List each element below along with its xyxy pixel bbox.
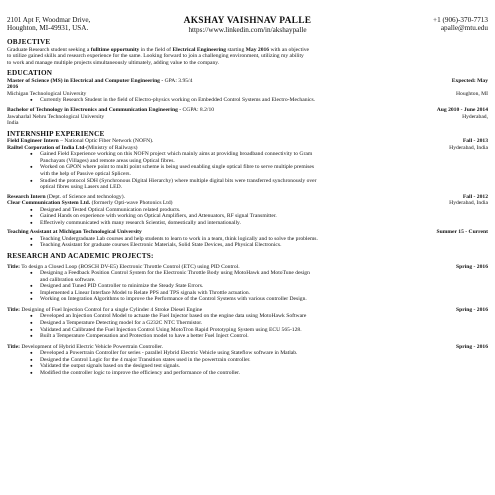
objective-line-2: to utilize gained skills and research experience for the same. Looking forward to join a challenging environment, utilizing my ability [7,53,304,60]
job-2-org-rest: (formerly Opti-wave Photonics Ltd) [90,200,173,207]
ms-school: Michigan Technological University [7,90,87,97]
objective-part: with an objective [269,46,310,53]
list-item: ● Designed and Tuned PID Controller to minimize the Steady State Errors. [40,283,488,290]
section-heading-internship: INTERNSHIP EXPERIENCE [7,129,105,138]
job-2-bullets [7,207,488,227]
section-heading-objective: OBJECTIVE [7,38,51,46]
candidate-name: AKSHAY VAISHNAV PALLE [183,16,312,26]
list-item: ● Developed a Powertrain Controller for series - parallel Hybrid Electric Vehicle using Stateflow software in Matlab. [40,350,488,357]
job-3-date: Summer 15 - Current [436,229,488,236]
job-3-bullets [7,236,488,249]
linkedin-link[interactable]: https://www.linkedin.com/in/akshaypalle [188,26,307,35]
address-line-1: 2101 Apt F, Woodmar Drive, [7,16,91,24]
job-1-desc: – National Optic Fiber Network (NOFN). [58,138,154,145]
list-item [40,270,488,283]
ms-year: 2016 [7,84,19,91]
list-item: ● Validated and Calibrated the Fuel Injection Control Using MotoTron Rapid Prototyping System using ECU 565-128. [40,327,488,334]
job-2-date: Fall - 2012 [462,193,488,200]
list-item: ● Working on Integration Algorithms to improve the Performance of the Control Systems with various controller Design. [40,296,488,303]
list-item: ● Designed a Temperature Detecting model for a G232C NTC Thermistor. [40,320,488,327]
bullet-continuation: Panchayats (Villages) and remote areas using Optical fibres. [40,157,175,164]
job-2-location: Hyderabad, India [449,200,488,207]
list-item: ● Validated the output signals based on the designed test signals. [40,363,488,370]
job-1-location: Hyderabad, India [449,144,488,151]
project-1-bullets [7,270,488,303]
project-2-date: Spring - 2016 [455,306,488,313]
list-item: ● Designed and Tested Optical Communication related products. [40,207,488,214]
list-item: ● Teaching Undergraduate Lab courses and help students to learn to work in a team, think logically and to solve the problems. [40,236,488,243]
bullet-continuation: with the help of Passive optical Splicers. [40,170,131,177]
list-item: ● Effectively communicated with many research Scientist, domestically and internationally. [40,220,488,227]
list-item [40,151,488,164]
job-2-desc: (Dept. of Science and technology). [45,193,125,200]
project-title-label: Title: [7,343,20,350]
ms-location: Houghton, MI [455,90,488,97]
list-item: ● Built a Temperature Compensation and Protection model to have a better Fuel Inject Control. [40,333,488,340]
list-item [40,164,488,177]
bullet-continuation: optical fibres using Lasers and LED. [40,184,123,191]
list-item: ● Modified the controller logic to improve the efficiency and performance of the controller. [40,370,488,377]
project-2-bullets [7,313,488,339]
project-1-date: Spring - 2016 [455,263,488,270]
name-block [7,16,488,35]
project-title-label: Title: [7,306,20,313]
section-heading-research: RESEARCH AND ACADEMIC PROJECTS: [7,252,154,260]
contact-block [433,16,488,33]
bt-gpa: CGPA: 8.2/10 [182,107,215,114]
objective-part: starting [226,46,246,53]
address-line-2: Houghton, MI-49931, USA. [7,24,89,33]
ms-degree-row [7,78,488,85]
job-2-org: Clear Communication System Ltd. [7,200,91,207]
project-2-title: Designing of Fuel Injection Control for a single Cylinder 4 Stroke Diesel Engine [19,306,203,313]
bt-dates: Aug 2010 - June 2014 [436,107,488,114]
resume-page [7,16,488,376]
bt-school: Jawaharlal Nehru Technological University [7,113,105,120]
list-item: ● Designed the Control Logic for the 4 major Transition states used in the powertrain controller. [40,357,488,364]
list-item: ● Developed an Injection Control Model to actuate the Fuel Injector based on the engine data using MotoHawk Software [40,313,488,320]
resume-header [7,16,488,38]
job-1-bullets [7,151,488,190]
job-2-title: Research Intern [7,193,46,200]
bt-country: India [7,120,19,127]
list-item [40,178,488,191]
ms-bullets [7,97,488,104]
objective-line-3: to work and manage multiple projects simultaneously ultimately, adding value to the company. [7,59,220,66]
ms-gpa: GPA: 3.95/4 [164,77,193,84]
list-item: ● Gained Hands on experience with working on Optical Amplifiers, and Attenuators, RF signal Transmitter. [40,213,488,220]
bullet-text: Worked on GPON where point to multi point scheme is being used enabling single optical fibre to serve multiple premises [40,164,315,171]
bullet-text: Gained Field Experience working on this NOFN project which mainly aims at providing broadband connectivity to Gram [40,151,313,158]
objective-part: Graduate Research student seeking a [7,46,91,53]
ms-degree: Master of Science (MS) in Electrical and Computer Engineering - [7,77,165,84]
job-1-org: Railtel Corporation of India Ltd [7,144,85,151]
ms-expected: Expected: May [451,77,488,84]
project-1-title: To design a Closed Loop (BOSCH DV-E5) Electronic Throttle Control (ETC) using PID Control. [19,263,240,270]
project-3-bullets [7,350,488,376]
job-1-title: Field Engineer Intern [7,138,59,145]
objective-bold: Electrical Engineering [172,46,227,53]
project-3-title: Development of Hybrid Electric Vehicle Powertrain Controller. [19,343,164,350]
project-3-date: Spring - 2016 [455,343,488,350]
bullet-text: Studied the protocol SDH (Synchronous Digital Hierarchy) where multiple digital bits were transferred synchronously over [40,177,317,184]
objective-part: in the field of [139,46,173,53]
job-1-date: Fall - 2013 [462,138,488,145]
bt-location: Hyderabad, [462,113,488,120]
section-heading-education: EDUCATION [7,69,53,78]
phone-number: +1 (906)-370-7713 [433,16,488,24]
list-item: ● Implemented a Linear Interface Model to Relate PPS and TPS signals with Throttle actuation. [40,290,488,297]
bt-degree: Bachelor of Technology in Electronics and Communication Engineering - [7,107,183,114]
list-item: ● Teaching Assistant for graduate courses Electronic Materials, Solid State Devices, and Physical Electronics. [40,242,488,249]
objective-bold: May 2016 [245,46,270,53]
email-link[interactable]: apalle@mtu.edu [440,24,488,33]
objective-bold: fulltime opportunity [90,46,140,53]
project-title-label: Title: [7,263,20,270]
job-3-title: Teaching Assistant at Michigan Technological University [7,229,142,236]
bullet-text: Designing a Feedback Position Control System for the Electronic Throttle Body using MotoHawk and MotoTune design [40,270,310,277]
bullet-continuation: and calibration software. [40,276,96,283]
job-1-org-rest: -(Ministry of Railways) [84,144,138,151]
list-item: ● Currently Research Student in the field of Electro-physics working on Embedded Control Systems and Electro-Mechanics. [40,97,488,104]
